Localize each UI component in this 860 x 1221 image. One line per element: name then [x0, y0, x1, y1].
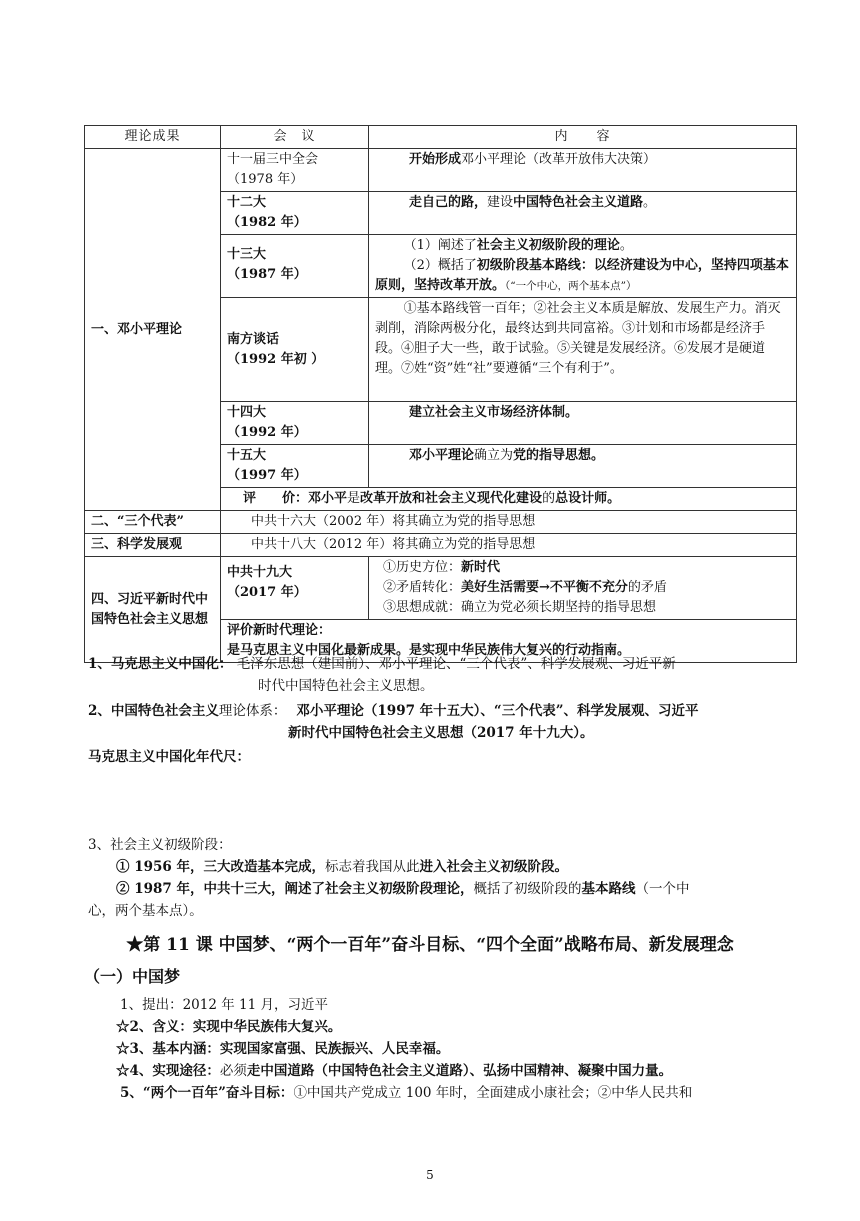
content-cell [369, 445, 797, 488]
content-text: 。 [619, 238, 633, 253]
para-label: 3、社会主义初级阶段： [88, 837, 232, 853]
content-text: ②矛盾转化： [383, 580, 462, 595]
content-cell [369, 402, 797, 445]
eval-text: 是马克思主义中国化最新成果。是实现中华民族伟大复兴的行动指南。 [227, 643, 631, 658]
content-text: （2）概括了 [403, 258, 477, 273]
deng-evaluation [221, 488, 797, 511]
scientific-outlook-label: 三、科学发展观 [85, 534, 221, 557]
list-item: ☆3、基本内涵：实现国家富强、民族振兴、人民幸福。 [116, 1041, 450, 1057]
meeting-name: 南方谈话 [227, 331, 280, 347]
paragraph-sinicization [88, 653, 798, 697]
meeting-cell [221, 402, 369, 445]
list-item-text: 必须 [219, 1063, 247, 1079]
page-number: 5 [426, 1168, 434, 1182]
list-item-text: ①中国共产党成立 100 年时，全面建成小康社会；②中华人民共和 [293, 1085, 693, 1101]
meeting-cell [221, 235, 369, 298]
meeting-name: 十四大 [227, 405, 267, 420]
table-header-row [85, 126, 797, 149]
meeting-year: （1978 年） [227, 172, 304, 187]
header-content: 内 容 [369, 126, 797, 149]
content-text: ①历史方位： [383, 560, 462, 575]
meeting-name: 十三大 [227, 247, 267, 262]
meeting-cell [221, 445, 369, 488]
xi-thought-label: 四、习近平新时代中国特色社会主义思想 [85, 557, 221, 663]
timeline-ruler-label: 马克思主义中国化年代尺： [88, 749, 250, 765]
deng-theory-label: 一、邓小平理论 [85, 149, 221, 511]
header-theory: 理论成果 [85, 126, 221, 149]
content-bold: 美好生活需要→不平衡不充分 [461, 580, 628, 595]
content-text: 的矛盾 [627, 580, 667, 595]
content-bold: 党的指导思想。 [513, 448, 605, 463]
paragraph-theory-system [88, 700, 798, 744]
content-cell: ①基本路线管一百年；②社会主义本质是解放、发展生产力。消灭剥削，消除两极分化，最终达到共同富裕。③计划和市场都是经济手段。④胆子大一些，敢于试验。⑤关键是发展经济。⑥发展才是硬道理。⑦姓“资”姓“社”要遵循“三个有利于”。 [369, 298, 797, 402]
meeting-name: 十一届三中全会 [227, 152, 319, 167]
content-bold: 初级阶段基本路线：以经济建设为中心，坚持四项基本原则，坚持改革开放。 [375, 258, 789, 293]
list-item: 1、提出：2012 年 11 月，习近平 [120, 997, 328, 1013]
meeting-year: （1992 年初 ） [227, 351, 325, 367]
meeting-cell [221, 192, 369, 235]
content-bold: 走自己的路， [409, 195, 488, 210]
lesson-title: ★第 11 课 中国梦、“两个一百年”奋斗目标、“四个全面”战略布局、新发展理念 [126, 935, 734, 955]
meeting-cell [221, 149, 369, 192]
scientific-outlook-text: 中共十八大（2012 年）将其确立为党的指导思想 [221, 534, 797, 557]
table-row [85, 511, 797, 534]
meeting-year: （1982 年） [227, 215, 307, 230]
content-text: ③思想成就：确立为党必须长期坚持的指导思想 [383, 600, 657, 615]
three-represents-label: 二、“三个代表” [85, 511, 221, 534]
content-bold: 中国特色社会主义道路 [513, 195, 644, 210]
list-item-label: ☆4、实现途径： [116, 1063, 220, 1079]
meeting-name: 中共十九大 [227, 565, 293, 580]
content-note: （“一个中心，两个基本点”） [505, 280, 637, 292]
paragraph-primary-stage [88, 834, 798, 922]
content-text: 建设 [487, 195, 514, 210]
header-meeting: 会 议 [221, 126, 369, 149]
content-text: 确立为 [474, 448, 514, 463]
content-bold: 改革开放和社会主义现代化建设 [360, 491, 543, 506]
para-label-rest: 理论体系： [218, 703, 287, 719]
meeting-year: （1992 年） [227, 425, 307, 440]
content-bold: 社会主义初级阶段的理论 [476, 238, 620, 253]
para-text: 毛泽东思想（建国前）、邓小平理论、“三个代表”、科学发展观、习近平新 [232, 656, 676, 672]
para-label: 1、马克思主义中国化： [88, 656, 233, 672]
meeting-cell [221, 298, 369, 402]
three-represents-text: 中共十六大（2002 年）将其确立为党的指导思想 [221, 511, 797, 534]
content-text: 的 [542, 491, 556, 506]
para-text: 新时代中国特色社会主义思想（2017 年十九大）。 [288, 725, 594, 741]
content-text: 。 [643, 195, 657, 210]
content-cell [369, 192, 797, 235]
content-cell [369, 557, 797, 620]
para-text: 时代中国特色社会主义思想。 [258, 678, 434, 694]
list-item: ☆2、含义：实现中华民族伟大复兴。 [116, 1019, 342, 1035]
para-text: 概括了初级阶段的 [473, 881, 582, 897]
content-text: 是 [347, 491, 361, 506]
list-item-text: 走中国道路（中国特色社会主义道路）、弘扬中国精神、凝聚中国力量。 [246, 1063, 673, 1079]
para-text: 心，两个基本点）。 [88, 903, 203, 919]
para-text: 基本路线 [581, 881, 636, 897]
eval-label: 评 价： [243, 491, 309, 506]
content-bold: 开始形成 [409, 152, 462, 167]
content-bold: 总设计师。 [555, 491, 621, 506]
eval-label: 评价新时代理论： [227, 623, 332, 638]
meeting-name: 十五大 [227, 448, 267, 463]
content-bold: 邓小平理论 [409, 448, 475, 463]
para-text: 标志着我国从此 [324, 859, 420, 875]
china-dream-items [116, 994, 810, 1104]
content-text: （1）阐述了 [403, 238, 477, 253]
content-bold: 邓小平 [308, 491, 348, 506]
section-heading: （一）中国梦 [84, 967, 181, 986]
table-row [85, 149, 797, 192]
para-text: 邓小平理论（1997 年十五大）、“三个代表”、科学发展观、习近平 [296, 703, 699, 719]
meeting-year: （1997 年） [227, 468, 307, 483]
para-text: ② 1987 年，中共十三大，阐述了社会主义初级阶段理论， [116, 881, 474, 897]
para-label: 2、中国特色社会主义 [88, 703, 219, 719]
meeting-cell [221, 557, 369, 620]
table-row [85, 557, 797, 620]
meeting-year: （1987 年） [227, 267, 307, 282]
theory-table [84, 125, 797, 663]
list-item-label: 5、“两个一百年”奋斗目标： [120, 1085, 294, 1101]
content-cell [369, 235, 797, 298]
meeting-year: （2017 年） [227, 585, 307, 600]
meeting-name: 十二大 [227, 195, 267, 210]
para-text: （一个中 [635, 881, 690, 897]
para-text: 进入社会主义初级阶段。 [419, 859, 568, 875]
content-bold: 建立社会主义市场经济体制。 [409, 405, 579, 420]
content-text: 邓小平理论（改革开放伟大决策） [461, 152, 657, 167]
content-cell [369, 149, 797, 192]
para-text: ① 1956 年，三大改造基本完成， [116, 859, 325, 875]
table-row [85, 534, 797, 557]
content-bold: 新时代 [461, 560, 501, 575]
